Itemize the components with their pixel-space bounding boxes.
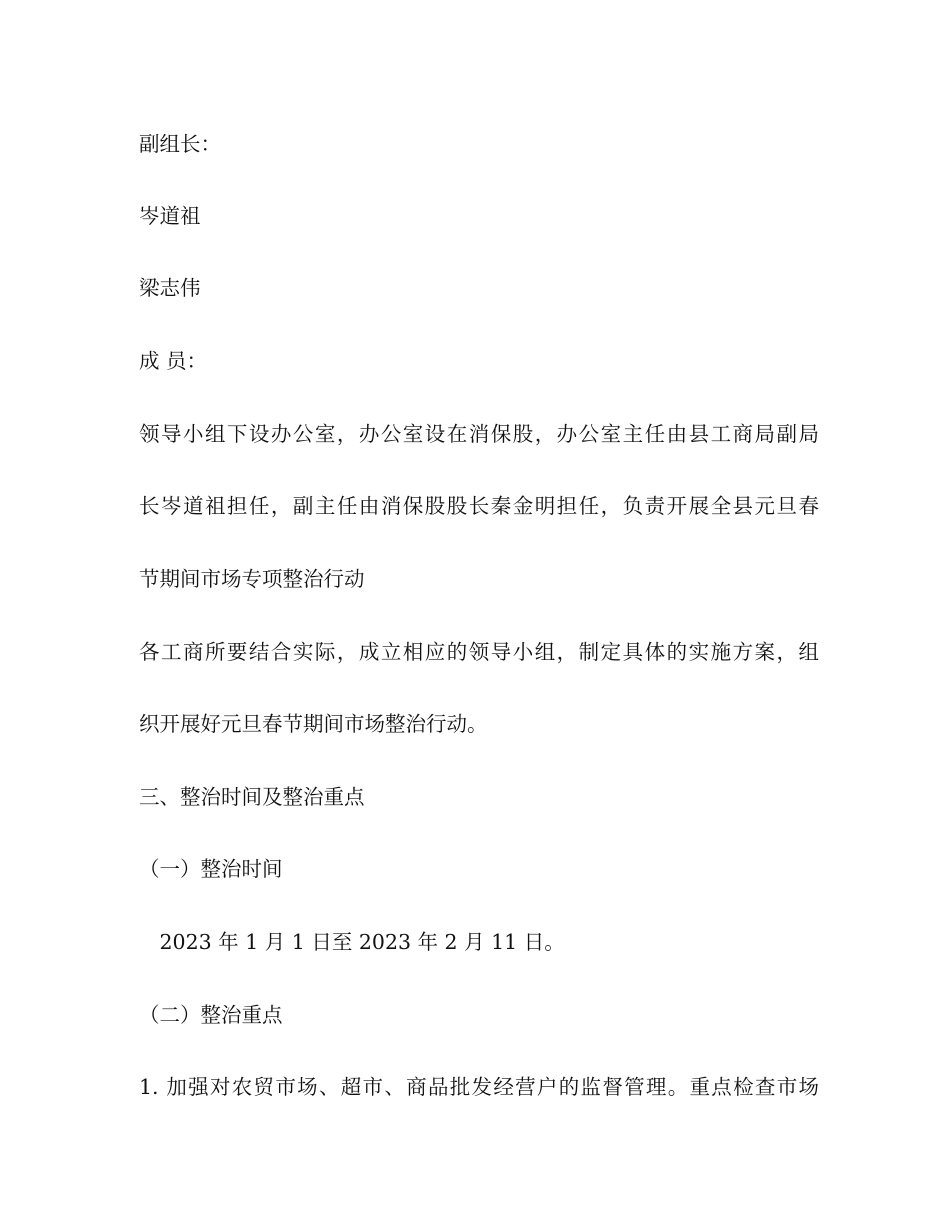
subsection-heading-time: （一）整治时间	[139, 857, 283, 881]
text-line-members-heading: 成 员：	[139, 349, 208, 373]
text-line-stations-paragraph-2: 织开展好元旦春节期间市场整治行动。	[139, 712, 488, 736]
text-line-name-liang-zhiwei: 梁志伟	[139, 276, 201, 300]
subsection-heading-focus: （二）整治重点	[139, 1003, 283, 1027]
text-line-office-paragraph-1: 领导小组下设办公室，办公室设在消保股，办公室主任由县工商局副局	[139, 422, 819, 446]
section-heading-time-and-focus: 三、整治时间及整治重点	[139, 785, 365, 809]
text-line-vice-leader-heading: 副组长：	[139, 132, 221, 156]
text-line-office-paragraph-3: 节期间市场专项整治行动	[139, 567, 365, 591]
text-line-focus-item-1: 1. 加强对农贸市场、超市、商品批发经营户的监督管理。重点检查市场	[139, 1075, 819, 1099]
text-line-date-range: 2023 年 1 月 1 日至 2023 年 2 月 11 日。	[139, 930, 565, 954]
text-line-stations-paragraph-1: 各工商所要结合实际，成立相应的领导小组，制定具体的实施方案，组	[139, 640, 819, 664]
text-line-name-cen-daozu: 岑道祖	[139, 204, 201, 228]
text-line-office-paragraph-2: 长岑道祖担任，副主任由消保股股长秦金明担任，负责开展全县元旦春	[139, 494, 819, 518]
